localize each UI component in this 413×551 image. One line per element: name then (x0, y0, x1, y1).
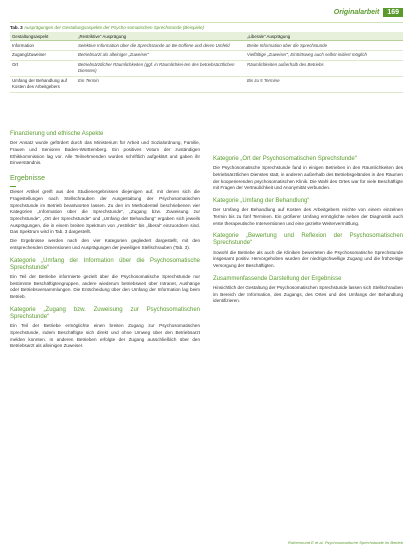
section-title-underline (10, 186, 16, 187)
table-header-row (10, 32, 403, 41)
table-cell: Räumlichkeiten außerhalb des Betriebs (245, 60, 403, 76)
journal-section: Originalarbeit (333, 9, 380, 16)
section-heading: Zusammenfassende Darstellung der Ergebnisse (213, 275, 342, 282)
design-aspects-table (10, 32, 403, 93)
section-heading: Finanzierung und ethische Aspekte (10, 131, 104, 137)
paragraph: Der Umfang der Behandlung auf Kosten des Arbeitgebers reichte von einem einzelnen Termin bis zu fünf Terminen. Ein größerer Umfang ermöglichte neben der Diagnostik auch erste therapeutische Interventionen und eine gezielte Weitervermittlung. (213, 207, 403, 226)
left-text-column (10, 125, 200, 352)
table-cell: Breite Information über die Sprechstunde (245, 41, 403, 51)
paragraph: Ein Teil der Betriebe informierte gezielt über die Psychosomatische Sprechstunde nur bestimmte Beschäftigtengruppen, andere wiederum betriebsweit über Intranet, Aushänge oder Betriebsversammlungen. Die Entscheidung über den Umfang der Information lag beim Betrieb. (10, 273, 200, 300)
paragraph: Der Ansatz wurde gefördert durch das Ministerium für Arbeit und Sozialordnung, Familie, Frauen und Senioren Baden-Württemberg. Ein positives Votum der zuständigen Ethikkommission lag vor. Alle Teilnehmenden wurden schriftlich aufgeklärt und gaben ihr Einverständnis. (10, 140, 200, 166)
paragraph: Die Ergebnisse werden nach den vier Kategorien gegliedert dargestellt, mit den entsprechenden Dimensionen und Ausprägungen der jeweiligen Stellschrauben (Tab. 3). (10, 238, 200, 250)
paragraph: Hinsichtlich der Gestaltung der Psychosomatischen Sprechstunde lassen sich Stellschrauben im Bereich der Information, des Zugangs, des Ortes und des Umfangs der Behandlung identifizieren. (213, 284, 403, 304)
header-divider (10, 22, 403, 23)
page-header (334, 8, 403, 17)
table-cell: Betriebsarzt als alleiniger „Zuweiser“ (76, 50, 245, 60)
page-footer: Rothermund E et al. Psychosomatische Sprechstunde im Betrieb (288, 540, 403, 545)
table-cell: Bis zu 5 Termine (245, 76, 403, 92)
section-heading: Kategorie „Bewertung und Reflexion der Psychosomatischen Sprechstunde“ (213, 233, 403, 247)
paragraph: Sowohl die Betriebe als auch die Kliniken bewerteten die Psychosomatische Sprechstunde insgesamt positiv. Hervorgehoben wurden der niedrigschwellige Zugang und die frühzeitige Versorgung der Beschäftigten. (213, 249, 403, 269)
table-row (10, 76, 403, 92)
table-cell: Zugang/Zuweiser (10, 50, 76, 60)
table-row (10, 41, 403, 51)
section-heading: Kategorie „Umfang der Information über die Psychosomatische Sprechstunde“ (10, 257, 200, 271)
table-cell: Ein Termin (76, 76, 245, 92)
table-cell: Umfang der Behandlung auf Kosten des Arbeitgebers (10, 76, 76, 92)
table-row (10, 60, 403, 76)
paragraph: Ein Teil der Betriebe ermöglichte einen breiten Zugang zur Psychosomatischen Sprechstunde, indem Beschäftigte sich direkt und ohne Umweg über den Betriebsarzt melden konnten. In anderen Betrieben erfolgte der Zugang ausschließlich über den Betriebsarzt als alleinigen Zuweiser. (10, 323, 200, 349)
right-text-column (213, 150, 403, 307)
table-cell: Ort (10, 60, 76, 76)
section-heading: Kategorie „Zugang bzw. Zuweisung zur Psychosomatischen Sprechstunde“ (10, 306, 200, 320)
table-caption-text: Ausprägungen der Gestaltungsaspekte der Psycho-somatischen Sprechstunde (Beispiele) (23, 25, 205, 30)
table-caption-label: Tab. 3 (10, 25, 23, 30)
table-cell: Selektive Information über die Sprechstunde an Be-troffene und deren Umfeld (76, 41, 245, 51)
table-header-cell: „Liberale“ Ausprägung (245, 32, 403, 41)
section-heading: Kategorie „Umfang der Behandlung“ (213, 198, 310, 204)
table-header-cell: „Restriktive“ Ausprägung (76, 32, 245, 41)
section-heading: Kategorie „Ort der Psychosomatischen Sprechstunde“ (213, 156, 357, 162)
table-header-cell: Gestaltungsaspekt (10, 32, 76, 41)
table-caption (10, 25, 403, 30)
table-row (10, 50, 403, 60)
table-cell: Vielfältige „Zuweiser“, Eintrittsweg auch selbst-initiiert möglich (245, 50, 403, 60)
table-cell: Betriebsärztlicher Räumlichkeiten (ggf. in Räumlichkei-ten des betriebsärztlichen Dienstes) (76, 60, 245, 76)
paragraph: Dieser Artikel greift aus den Studienergebnissen diejenigen auf, mit denen sich die Fragestellungen nach Stellschrauben der Ausgestaltung der Psychosomatischen Sprechstunde im Betrieb beantworten lassen. Zu den im Methodenteil beschriebenen vier Kategorien „Information über die Sprechstunde“, „Zugang bzw. Zuweisung zur Sprechstunde“, „Ort der Sprechstunde“ und „Umfang der Behandlung“ ergaben sich jeweils Ausprägungen, die in einem breiten Spektrum von „restriktiv“ bis „liberal“ einzuordnen sind. Das Spektrum wird in Tab. 3 dargestellt. (10, 189, 200, 235)
page-number: 169 (383, 8, 403, 17)
section-title: Ergebnisse (10, 175, 46, 182)
table-cell: Information (10, 41, 76, 51)
paragraph: Die Psychosomatische Sprechstunde fand in einigen Betrieben in den Räumlichkeiten des betriebsärztlichen Dienstes statt, in anderen außerhalb des Betriebsgeländes in den Räumen der kooperierenden psychosomatischen Klinik. Die Wahl des Ortes war für viele Beschäftigte mit Fragen der Vertraulichkeit und Anonymität verbunden. (213, 165, 403, 191)
